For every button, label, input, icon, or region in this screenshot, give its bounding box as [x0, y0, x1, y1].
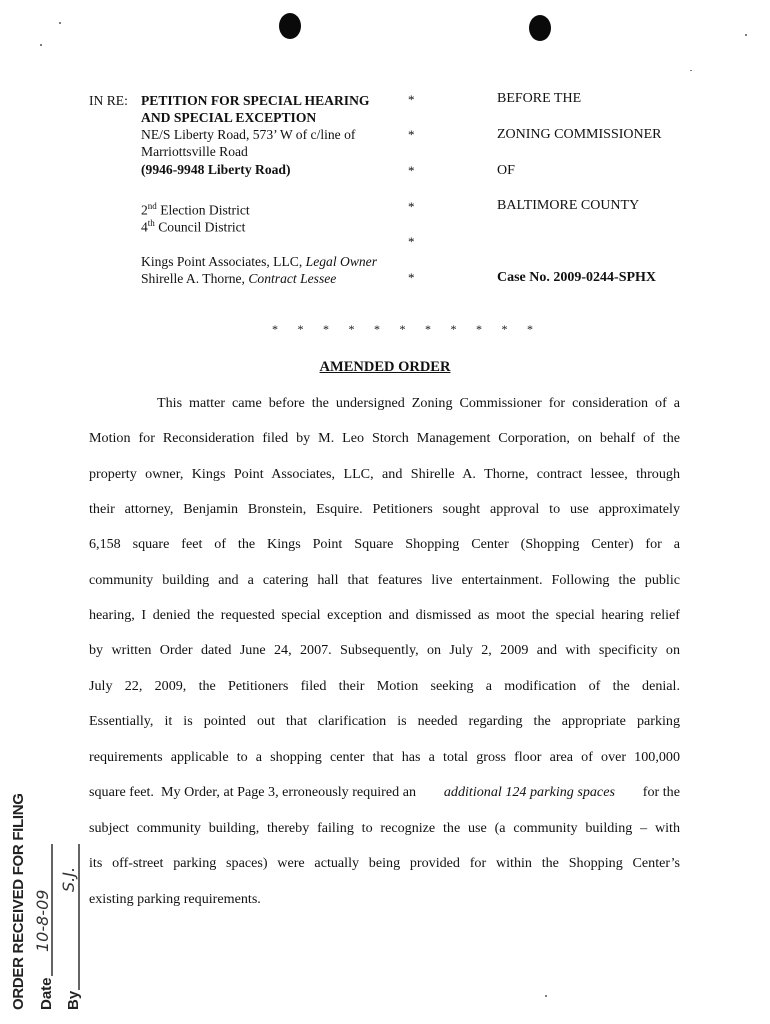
- stamp-heading: ORDER RECEIVED FOR FILING: [10, 793, 27, 1010]
- document-title: AMENDED ORDER: [319, 359, 451, 375]
- caption-star: *: [408, 270, 415, 285]
- scan-speck: [690, 70, 692, 71]
- caption-star: *: [408, 199, 415, 214]
- body-line: Essentially, it is pointed out that clarification is needed regarding the appropriate parking: [89, 713, 680, 729]
- in-re-label: IN RE:: [89, 93, 128, 108]
- council-district-suffix: th: [147, 218, 155, 228]
- body-line: Motion for Reconsideration filed by M. Leo Storch Management Corporation, on behalf of the: [89, 430, 680, 446]
- petition-title-line2: AND SPECIAL EXCEPTION: [141, 110, 317, 125]
- body-line: hearing, I denied the requested special exception and dismissed as moot the special hearing relief: [89, 607, 680, 623]
- separator-star: *: [501, 322, 508, 336]
- body-line: 6,158 square feet of the Kings Point Square Shopping Center (Shopping Center) for a: [89, 536, 680, 552]
- legal-owner: [141, 253, 377, 270]
- caption-star: *: [408, 127, 415, 142]
- scan-speck: [40, 44, 42, 46]
- filing-stamp: [8, 782, 98, 1012]
- contract-lessee-name: Shirelle A. Thorne,: [141, 271, 249, 286]
- body-line: requirements applicable to a shopping center that has a total gross floor area of over 100,000: [89, 749, 680, 765]
- body-line: July 22, 2009, the Petitioners filed their Motion seeking a modification of the denial.: [89, 678, 680, 694]
- contract-lessee-role: Contract Lessee: [248, 271, 337, 286]
- location-line1: NE/S Liberty Road, 573’ W of c/line of: [141, 127, 356, 142]
- stamp-by-label: By: [65, 990, 82, 1010]
- legal-owner-name: Kings Point Associates, LLC,: [141, 254, 306, 269]
- separator-star: *: [399, 322, 406, 336]
- body-line: its off-street parking spaces) were actually being provided for within the Shopping Center’s: [89, 855, 680, 871]
- separator-star: *: [476, 322, 482, 336]
- separator-star: *: [450, 322, 457, 336]
- tribunal-line2: ZONING COMMISSIONER: [497, 127, 662, 142]
- body-line-emphasis: [89, 784, 680, 801]
- body-line-italic: additional 124 parking spaces: [443, 784, 615, 800]
- body-line-text: for the: [639, 784, 680, 800]
- punch-hole-left: [279, 13, 301, 39]
- body-line: existing parking requirements.: [89, 891, 261, 907]
- body-line: their attorney, Benjamin Bronstein, Esquire. Petitioners sought approval to use approximately: [89, 501, 680, 517]
- caption-star: *: [408, 234, 415, 249]
- tribunal-line4: BALTIMORE COUNTY: [497, 198, 640, 213]
- filing-stamp-graphic: [8, 782, 98, 1012]
- case-number: Case No. 2009-0244-SPHX: [497, 270, 657, 285]
- separator-star: *: [297, 322, 304, 336]
- petition-title-line1: PETITION FOR SPECIAL HEARING: [141, 93, 370, 108]
- separator-star: *: [374, 322, 380, 336]
- contract-lessee: [141, 270, 336, 287]
- tribunal-line3: OF: [497, 163, 515, 178]
- tribunal-line1: BEFORE THE: [497, 91, 582, 106]
- scan-speck: [745, 34, 747, 36]
- body-line-text: square feet. My Order, at Page 3, erroneously required an: [89, 784, 420, 800]
- separator-star: *: [272, 322, 278, 336]
- election-district-label: Election District: [156, 202, 250, 218]
- stamp-by-value: S.J.: [59, 866, 78, 892]
- separator-stars: [272, 322, 533, 337]
- property-address: (9946-9948 Liberty Road): [141, 162, 291, 177]
- body-line: property owner, Kings Point Associates, LLC, and Shirelle A. Thorne, contract lessee, through: [89, 466, 680, 482]
- stamp-date-label: Date: [38, 977, 55, 1010]
- body-line: This matter came before the undersigned Zoning Commissioner for consideration of a: [157, 395, 680, 411]
- body-line: by written Order dated June 24, 2007. Subsequently, on July 2, 2009 and with specificity on: [89, 642, 680, 658]
- separator-star: *: [425, 322, 431, 336]
- body-line: subject community building, thereby failing to recognize the use (a community building – with: [89, 820, 680, 836]
- scan-speck: [545, 995, 547, 997]
- separator-star: *: [348, 322, 355, 336]
- separator-star: *: [323, 322, 329, 336]
- caption-star: *: [408, 92, 415, 107]
- body-line: community building and a catering hall that features live entertainment. Following the public: [89, 572, 680, 588]
- location-line2: Marriottsville Road: [141, 144, 248, 159]
- caption-star: *: [408, 163, 415, 178]
- election-district-suffix: nd: [147, 201, 157, 211]
- punch-hole-right: [529, 15, 551, 41]
- separator-star: *: [527, 322, 533, 336]
- scan-speck: [59, 22, 61, 24]
- council-district-label: Council District: [154, 219, 246, 235]
- election-district-number: 2: [141, 202, 148, 218]
- council-district-number: 4: [141, 219, 148, 235]
- council-district: [141, 215, 245, 236]
- stamp-date-value: 10-8-09: [33, 889, 52, 952]
- legal-owner-role: Legal Owner: [305, 254, 378, 269]
